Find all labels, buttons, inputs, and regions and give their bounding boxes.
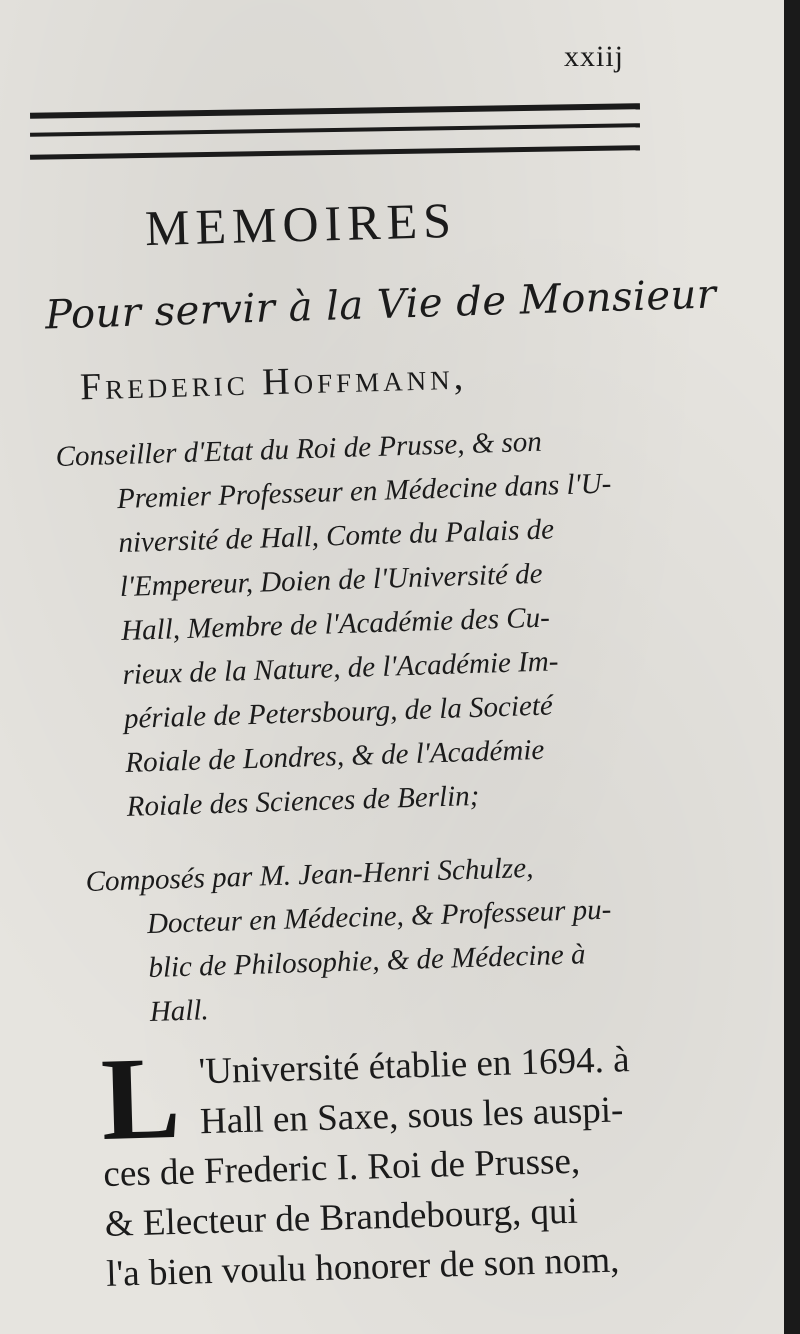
body-line: ces de Frederic I. Roi de Prusse, bbox=[102, 1140, 581, 1195]
subject-name: Frederic Hoffmann, bbox=[79, 355, 468, 409]
titles-line: Premier Professeur en Médecine dans l'U- bbox=[116, 467, 612, 516]
body-line: l'a bien voulu honorer de son nom, bbox=[105, 1239, 620, 1295]
author-line: Docteur en Médecine, & Professeur pu- bbox=[146, 893, 612, 941]
titles-line: niversité de Hall, Comte du Palais de bbox=[117, 513, 555, 560]
author-line: Hall. bbox=[149, 994, 210, 1029]
author-paragraph bbox=[85, 844, 615, 1036]
drop-cap: L bbox=[99, 1031, 182, 1165]
body-line: 'Université établie en 1694. à bbox=[198, 1039, 631, 1093]
body-line: Hall en Saxe, sous les auspi- bbox=[199, 1089, 624, 1143]
titles-line: Roiale des Sciences de Berlin; bbox=[126, 779, 480, 823]
page-subtitle: Pour servir à la Vie de Monsieur bbox=[44, 271, 718, 339]
titles-line: périale de Petersbourg, de la Societé bbox=[123, 689, 554, 735]
titles-line: Conseiller d'Etat du Roi de Prusse, & son bbox=[55, 425, 543, 473]
header-rule-bottom bbox=[30, 145, 640, 160]
author-line: blic de Philosophie, & de Médecine à bbox=[147, 938, 586, 985]
titles-line: Roiale de Londres, & de l'Académie bbox=[124, 733, 545, 779]
titles-line: Hall, Membre de l'Académie des Cu- bbox=[120, 601, 551, 648]
titles-paragraph bbox=[55, 418, 622, 831]
page-title: MEMOIRES bbox=[144, 191, 458, 257]
page-number: xxiij bbox=[563, 40, 624, 73]
titles-line: l'Empereur, Doien de l'Université de bbox=[119, 557, 543, 604]
body-paragraph bbox=[100, 1032, 747, 1300]
header-rule-middle bbox=[30, 123, 640, 137]
body-line: & Electeur de Brandebourg, qui bbox=[104, 1190, 579, 1245]
header-rule-top bbox=[30, 103, 640, 119]
titles-line: rieux de la Nature, de l'Académie Im- bbox=[122, 645, 559, 691]
author-line: Composés par M. Jean-Henri Schulze, bbox=[85, 851, 534, 898]
